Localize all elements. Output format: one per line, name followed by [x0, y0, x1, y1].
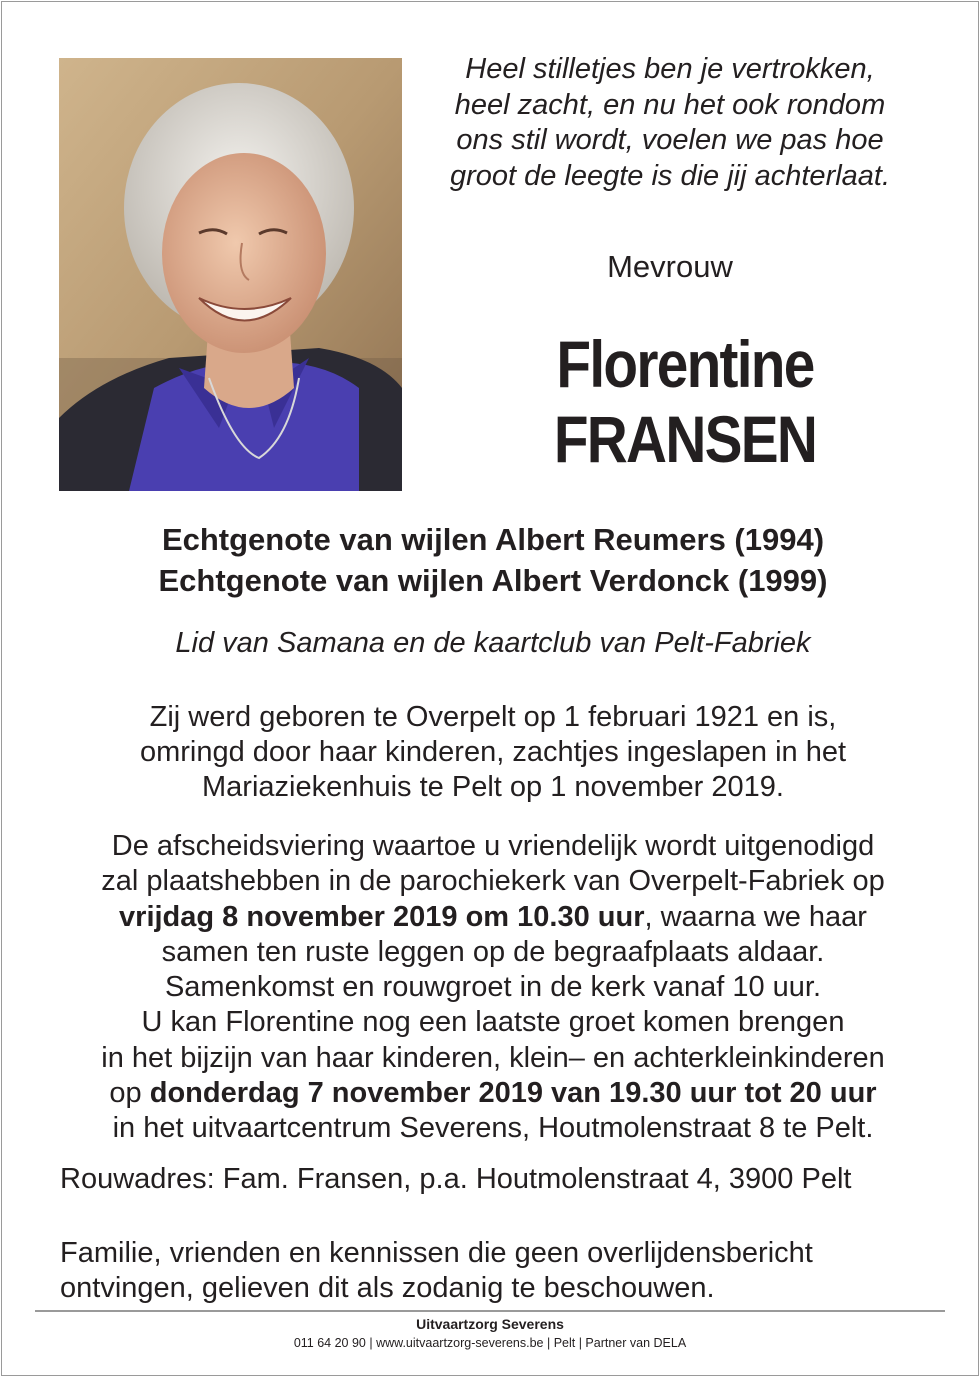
notice-text: [60, 1236, 940, 1306]
poem-line: groot de leegte is die jij achterlaat.: [449, 159, 891, 192]
spouse-line: Echtgenote van wijlen Albert Verdonck (1999): [158, 563, 828, 598]
poem-line: heel zacht, en nu het ook rondom: [454, 88, 886, 121]
ceremony-date-after: , waarna we haar: [644, 900, 867, 933]
spouses: [0, 519, 980, 601]
ceremony-line: [0, 900, 980, 935]
poem-line: ons stil wordt, voelen we pas hoe: [456, 124, 884, 156]
ceremony-line: zal plaatshebben in de parochiekerk van Overpelt-Fabriek op: [101, 865, 885, 898]
honorific-title: Mevrouw: [607, 249, 733, 284]
first-name: Florentine: [556, 327, 814, 401]
funeral-home-contact: 011 64 20 90 | www.uitvaartzorg-severens.be | Pelt | Partner van DELA: [293, 1336, 687, 1350]
last-name: FRANSEN: [553, 402, 817, 476]
ceremony-line: in het bijzijn van haar kinderen, klein– en achterkleinkinderen: [101, 1041, 885, 1074]
visit-prefix: op: [109, 1077, 150, 1110]
visit-date: donderdag 7 november 2019 van 19.30 uur tot 20 uur: [149, 1077, 877, 1110]
birth-death-text: [0, 700, 980, 805]
birth-line: Zij werd geboren te Overpelt op 1 februari 1921 en is,: [149, 701, 837, 733]
funeral-home-name: Uitvaartzorg Severens: [416, 1316, 564, 1332]
notice-line: Familie, vrienden en kennissen die geen overlijdensbericht: [60, 1237, 813, 1269]
birth-line: Mariaziekenhuis te Pelt op 1 november 2019.: [202, 771, 784, 803]
ceremony-line: U kan Florentine nog een laatste groet komen brengen: [141, 1006, 845, 1039]
ceremony-line: samen ten ruste leggen op de begraafplaats aldaar.: [161, 935, 825, 968]
deceased-name: [457, 327, 913, 477]
ceremony-line: [0, 1076, 980, 1111]
ceremony-date: vrijdag 8 november 2019 om 10.30 uur: [119, 900, 645, 933]
poem: [420, 52, 920, 194]
notice-line: ontvingen, gelieven dit als zodanig te beschouwen.: [60, 1272, 715, 1304]
poem-line: Heel stilletjes ben je vertrokken,: [465, 53, 875, 85]
ceremony-line: Samenkomst en rouwgroet in de kerk vanaf 10 uur.: [164, 971, 822, 1004]
ceremony-line: in het uitvaartcentrum Severens, Houtmolenstraat 8 te Pelt.: [112, 1112, 874, 1145]
membership: Lid van Samana en de kaartclub van Pelt-Fabriek: [175, 627, 811, 659]
mourning-address: Rouwadres: Fam. Fransen, p.a. Houtmolenstraat 4, 3900 Pelt: [60, 1163, 852, 1195]
birth-line: omringd door haar kinderen, zachtjes ingeslapen in het: [139, 736, 847, 768]
spouse-line: Echtgenote van wijlen Albert Reumers (1994): [161, 522, 825, 557]
footer-divider: [35, 1310, 945, 1312]
ceremony-line: De afscheidsviering waartoe u vriendelijk wordt uitgenodigd: [111, 830, 875, 862]
portrait-photo: [59, 58, 402, 491]
ceremony-text: [0, 829, 980, 1147]
